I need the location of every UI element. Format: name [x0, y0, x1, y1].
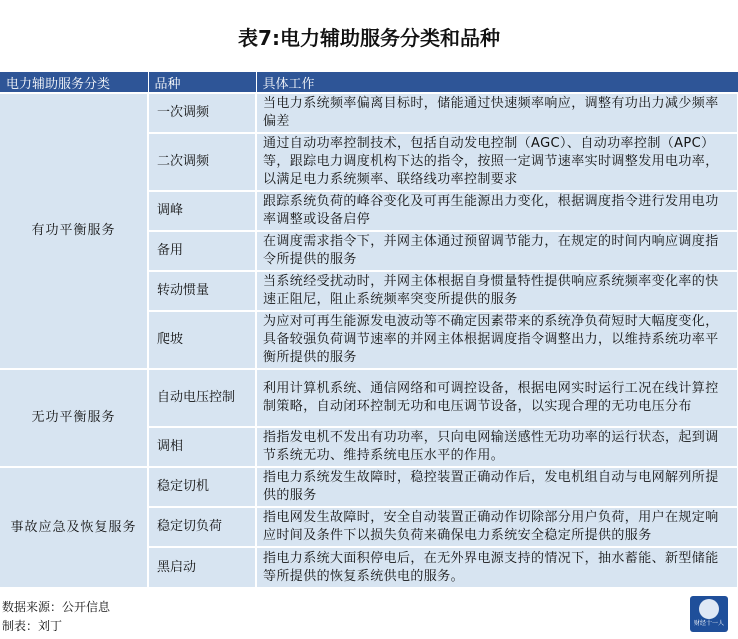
- description-cell: 指电力系统发生故障时，稳控装置正确动作后，发电机组自动与电网解列所提供的服务: [256, 467, 738, 507]
- description-cell: 指指发电机不发出有功功率，只向电网输送感性无功功率的运行状态，起到调节系统无功、维持系统电压水平的作用。: [256, 427, 738, 467]
- variety-cell: 调峰: [148, 191, 256, 231]
- variety-cell: 自动电压控制: [148, 369, 256, 427]
- category-cell: 事故应急及恢复服务: [0, 467, 148, 587]
- variety-cell: 黑启动: [148, 547, 256, 587]
- description-cell: 在调度需求指令下，并网主体通过预留调节能力，在规定的时间内响应调度指令所提供的服务: [256, 231, 738, 271]
- description-cell: 跟踪系统负荷的峰谷变化及可再生能源出力变化，根据调度指令进行发用电功率调整或设备启停: [256, 191, 738, 231]
- description-cell: 为应对可再生能源发电波动等不确定因素带来的系统净负荷短时大幅度变化，具备较强负荷调节速率的并网主体根据调度指令调整出力，以维持系统功率平衡所提供的服务: [256, 311, 738, 369]
- description-cell: 当系统经受扰动时，并网主体根据自身惯量特性提供响应系统频率变化率的快速正阻尼，阻止系统频率突变所提供的服务: [256, 271, 738, 311]
- variety-cell: 一次调频: [148, 93, 256, 133]
- table-title: 表7:电力辅助服务分类和品种: [238, 26, 500, 50]
- header-category: 电力辅助服务分类: [0, 72, 148, 93]
- globe-icon: [699, 599, 719, 619]
- description-cell: 通过自动功率控制技术，包括自动发电控制（AGC）、自动功率控制（APC）等，跟踪电力调度机构下达的指令，按照一定调节速率实时调整发用电功率，以满足电力系统频率、联络线功率控制要求: [256, 133, 738, 191]
- header-row: [0, 72, 738, 93]
- description-cell: 利用计算机系统、通信网络和可调控设备，根据电网实时运行工况在线计算控制策略，自动闭环控制无功和电压调节设备，以实现合理的无功电压分布: [256, 369, 738, 427]
- logo-text: 财经十一人: [693, 620, 724, 627]
- description-cell: 指电力系统大面积停电后，在无外界电源支持的情况下，抽水蓄能、新型储能等所提供的恢复系统供电的服务。: [256, 547, 738, 587]
- source-note: 数据来源：公开信息: [2, 600, 111, 614]
- description-cell: 当电力系统频率偏离目标时，储能通过快速频率响应，调整有功出力减少频率偏差: [256, 93, 738, 133]
- description-cell: 指电网发生故障时，安全自动装置正确动作切除部分用户负荷，用户在规定响应时间及条件下以损失负荷来确保电力系统安全稳定所提供的服务: [256, 507, 738, 547]
- author-note: 制表：刘丁: [2, 619, 63, 633]
- variety-cell: 稳定切机: [148, 467, 256, 507]
- header-description: 具体工作: [256, 72, 738, 93]
- variety-cell: 备用: [148, 231, 256, 271]
- variety-cell: 爬坡: [148, 311, 256, 369]
- category-cell: 无功平衡服务: [0, 369, 148, 467]
- category-cell: 有功平衡服务: [0, 93, 148, 369]
- service-table: [0, 72, 738, 587]
- table-row: [0, 369, 738, 427]
- variety-cell: 二次调频: [148, 133, 256, 191]
- table-row: [0, 467, 738, 507]
- variety-cell: 稳定切负荷: [148, 507, 256, 547]
- brand-logo: [690, 596, 728, 632]
- header-variety: 品种: [148, 72, 256, 93]
- variety-cell: 调相: [148, 427, 256, 467]
- variety-cell: 转动惯量: [148, 271, 256, 311]
- table-row: [0, 93, 738, 133]
